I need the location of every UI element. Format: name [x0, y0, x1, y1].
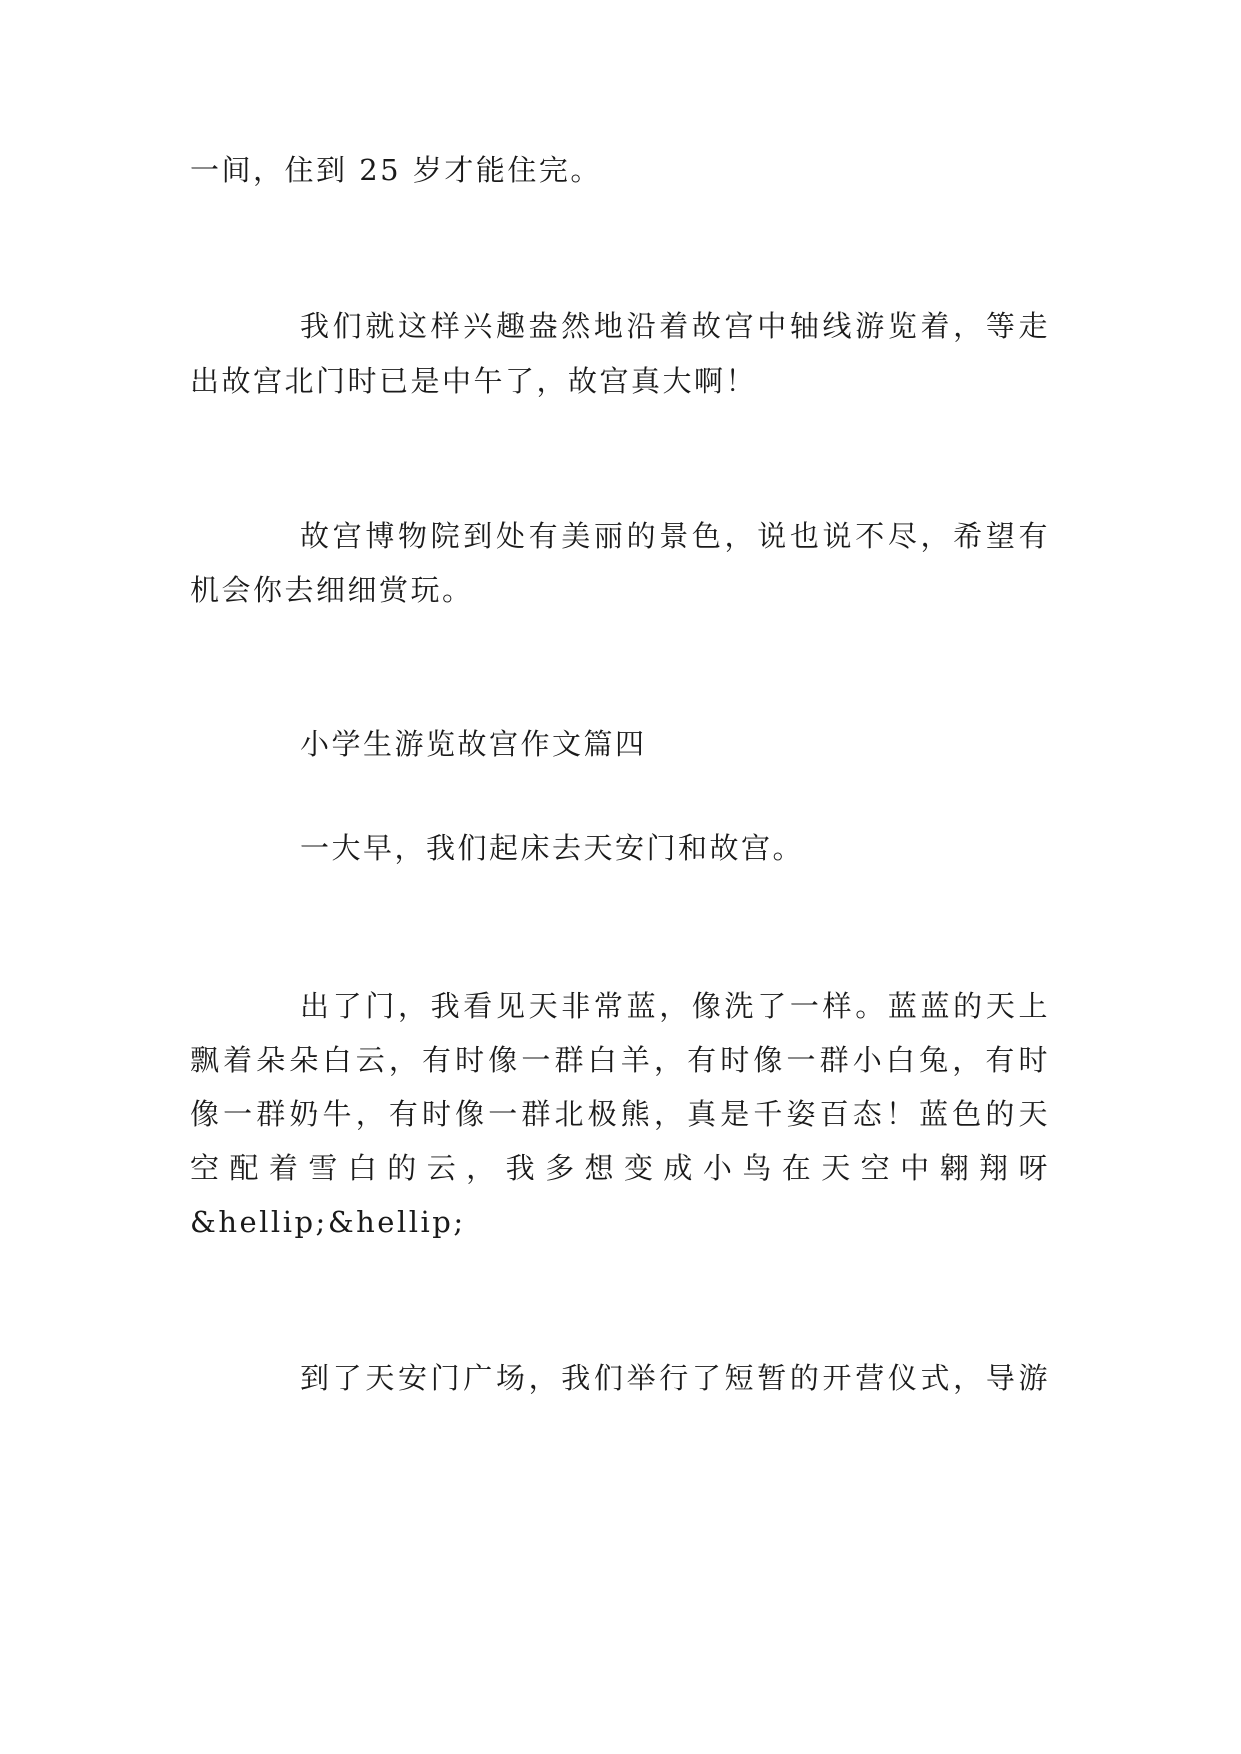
paragraph-line: 一大早，我们起床去天安门和故宫。 — [300, 831, 805, 865]
paragraph-line: 飘着朵朵白云，有时像一群白羊，有时像一群小白兔，有时 — [190, 1043, 1050, 1077]
paragraph-line: 像一群奶牛，有时像一群北极熊，真是千姿百态！蓝色的天 — [190, 1097, 1050, 1131]
paragraph-line: 出故宫北门时已是中午了，故宫真大啊！ — [190, 364, 758, 398]
paragraph-line: 机会你去细细赏玩。 — [190, 573, 474, 607]
paragraph-line: 我们就这样兴趣盎然地沿着故宫中轴线游览着，等走 — [300, 309, 1050, 343]
paragraph-line: 故宫博物院到处有美丽的景色，说也说不尽，希望有 — [300, 519, 1050, 553]
paragraph-line: 一间，住到 25 岁才能住完。 — [190, 153, 602, 187]
paragraph-line: 空配着雪白的云，我多想变成小鸟在天空中翱翔呀 — [190, 1151, 1050, 1185]
section-heading: 小学生游览故宫作文篇四 — [300, 727, 647, 761]
paragraph-line: 到了天安门广场，我们举行了短暂的开营仪式，导游 — [300, 1361, 1050, 1395]
paragraph-line: 出了门，我看见天非常蓝，像洗了一样。蓝蓝的天上 — [300, 989, 1050, 1023]
paragraph-line: &hellip;&hellip; — [190, 1205, 466, 1239]
